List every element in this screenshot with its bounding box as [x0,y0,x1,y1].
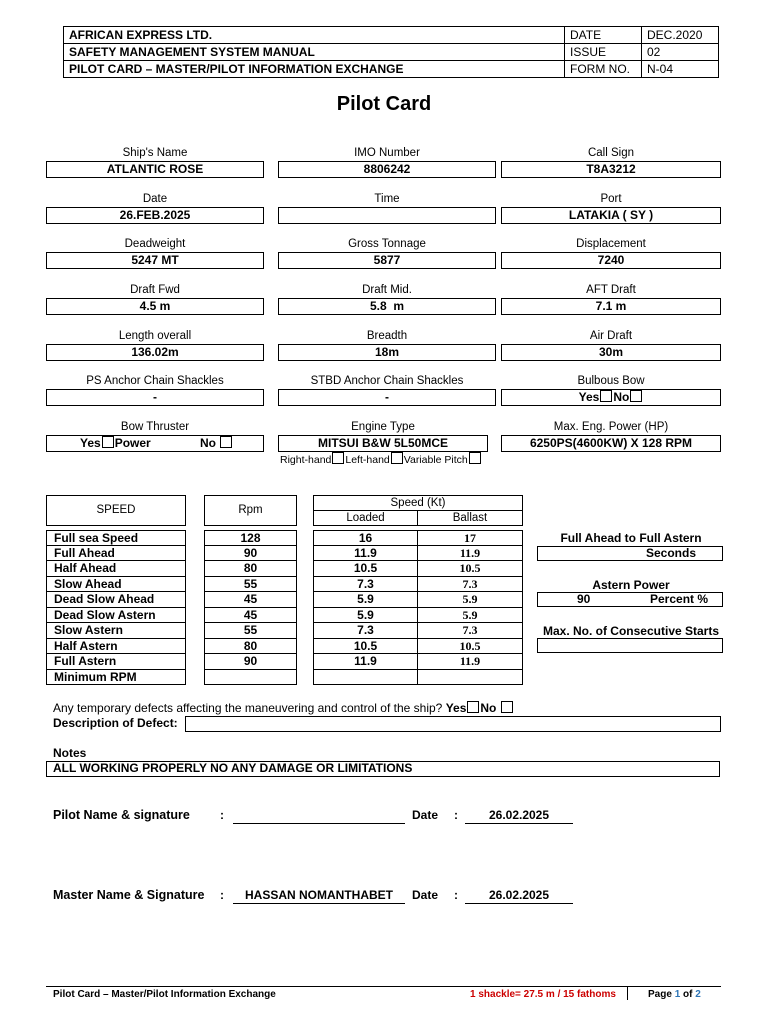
draft-fwd-field[interactable]: 4.5 m [46,298,264,315]
displacement-label: Displacement [576,238,646,250]
loaded-speed-cell[interactable]: 16 [313,530,418,546]
defect-description-label: Description of Defect: [53,716,178,730]
yes-option-label: Yes [445,701,467,715]
defects-question-row [53,701,514,715]
consecutive-starts-label: Max. No. of Consecutive Starts [542,624,720,638]
master-date-field[interactable]: 26.02.2025 [465,888,573,904]
aft-draft-label: AFT Draft [586,284,636,296]
master-name-field[interactable]: HASSAN NOMANTHABET [233,888,405,904]
header-row [64,61,719,78]
left-hand-label: Left-hand [345,454,390,466]
imo-label: IMO Number [354,147,420,159]
draft-mid-label: Draft Mid. [362,284,412,296]
left-hand-checkbox[interactable] [391,452,403,464]
bulbous-bow-field [501,389,721,406]
loaded-speed-cell[interactable]: 7.3 [313,623,418,639]
page-title: Pilot Card [336,93,432,115]
defects-question: Any temporary defects affecting the maneuvering and control of the ship? [53,701,443,715]
speed-name-column [46,530,186,685]
loaded-speed-cell[interactable]: 10.5 [313,639,418,655]
aft-draft-field[interactable]: 7.1 m [501,298,721,315]
imo-field[interactable]: 8806242 [278,161,496,178]
rpm-cell[interactable]: 80 [204,639,297,655]
ballast-header: Ballast [417,510,523,526]
gross-tonnage-field[interactable]: 5877 [278,252,496,269]
rpm-cell[interactable]: 128 [204,530,297,546]
stbd-anchor-field[interactable]: - [278,389,496,406]
header-value: 02 [642,44,719,61]
ballast-speed-cell[interactable] [417,670,523,686]
header-key: ISSUE [565,44,642,61]
pilot-date-label: Date [412,808,439,822]
breadth-label: Breadth [366,330,408,342]
manual-name: SAFETY MANAGEMENT SYSTEM MANUAL [64,44,565,61]
draft-mid-field[interactable]: 5.8 m [278,298,496,315]
loaded-speed-cell[interactable]: 11.9 [313,654,418,670]
call-sign-field[interactable]: T8A3212 [501,161,721,178]
bow-yes-group [80,436,151,451]
deadweight-field[interactable]: 5247 MT [46,252,264,269]
pitch-options [280,452,482,466]
draft-fwd-label: Draft Fwd [130,284,180,296]
speed-name-cell: Slow Astern [46,623,186,639]
speed-header: SPEED [46,495,186,526]
max-power-label: Max. Eng. Power (HP) [553,421,669,433]
ps-anchor-field[interactable]: - [46,389,264,406]
header-value: DEC.2020 [642,27,719,44]
colon: : [220,808,224,822]
rpm-cell[interactable]: 45 [204,592,297,608]
rpm-cell[interactable]: 45 [204,608,297,624]
colon: : [454,808,458,822]
header-row [64,44,719,61]
speed-kt-header: Speed (Kt) [313,495,523,511]
footer-divider [46,986,721,987]
no-option-label: No [200,436,216,450]
notes-label: Notes [53,746,87,760]
ballast-speed-cell[interactable]: 10.5 [417,639,523,655]
ballast-speed-cell[interactable]: 7.3 [417,623,523,639]
colon: : [220,888,224,902]
max-power-field[interactable]: 6250PS(4600KW) X 128 RPM [501,435,721,452]
form-name: PILOT CARD – MASTER/PILOT INFORMATION EXCHANGE [64,61,565,78]
no-checkbox[interactable] [220,436,232,448]
rpm-column [204,530,297,685]
port-label: Port [600,193,622,205]
gross-tonnage-label: Gross Tonnage [348,238,426,250]
ballast-column [417,530,523,685]
ballast-speed-cell[interactable]: 5.9 [417,592,523,608]
header-key: FORM NO. [565,61,642,78]
date-label: Date [142,193,168,205]
rpm-header: Rpm [204,495,297,526]
rpm-cell[interactable]: 80 [204,561,297,577]
ahead-astern-field[interactable] [537,546,723,561]
yes-checkbox[interactable] [600,390,612,402]
bow-no-group [200,436,233,451]
speed-name-cell: Slow Ahead [46,577,186,593]
yes-checkbox[interactable] [102,436,114,448]
pilot-name-label: Pilot Name & signature [53,808,190,822]
ballast-speed-cell[interactable]: 7.3 [417,577,523,593]
astern-power-value: 90 [577,592,591,606]
speed-name-cell: Full Astern [46,654,186,670]
ballast-speed-cell[interactable]: 5.9 [417,608,523,624]
power-label: Power [114,436,151,450]
engine-type-label: Engine Type [351,421,415,433]
no-checkbox[interactable] [630,390,642,402]
master-date-label: Date [412,888,439,902]
company-name: AFRICAN EXPRESS LTD. [64,27,565,44]
date-field[interactable]: 26.FEB.2025 [46,207,264,224]
loa-field[interactable]: 136.02m [46,344,264,361]
loaded-column [313,530,418,685]
defect-description-field[interactable] [185,716,721,732]
notes-field[interactable]: ALL WORKING PROPERLY NO ANY DAMAGE OR LIMITATIONS [46,761,720,777]
rpm-cell[interactable] [204,670,297,686]
defect-no-checkbox[interactable] [501,701,513,713]
breadth-field[interactable]: 18m [278,344,496,361]
seconds-unit: Seconds [645,546,696,560]
deadweight-label: Deadweight [124,238,186,250]
header-value: N-04 [642,61,719,78]
time-field[interactable] [278,207,496,224]
stbd-anchor-label: STBD Anchor Chain Shackles [310,375,464,387]
loaded-speed-cell[interactable]: 5.9 [313,592,418,608]
call-sign-label: Call Sign [587,147,635,159]
ballast-speed-cell[interactable]: 10.5 [417,561,523,577]
time-label: Time [374,193,400,205]
ship-name-field[interactable]: ATLANTIC ROSE [46,161,264,178]
variable-pitch-label: Variable Pitch [403,454,468,466]
astern-power-label: Astern Power [592,578,670,592]
speed-name-cell: Dead Slow Astern [46,608,186,624]
rpm-cell[interactable]: 90 [204,654,297,670]
speed-name-cell: Full sea Speed [46,530,186,546]
loaded-speed-cell[interactable]: 7.3 [313,577,418,593]
loaded-header: Loaded [313,510,418,526]
displacement-field[interactable]: 7240 [501,252,721,269]
rpm-cell[interactable]: 55 [204,577,297,593]
footer-separator [627,987,628,1000]
shackle-note: 1 shackle= 27.5 m / 15 fathoms [470,989,616,1000]
header-key: DATE [565,27,642,44]
ballast-speed-cell[interactable]: 17 [417,530,523,546]
ps-anchor-label: PS Anchor Chain Shackles [86,375,224,387]
variable-pitch-checkbox[interactable] [469,452,481,464]
loaded-speed-cell[interactable] [313,670,418,686]
air-draft-label: Air Draft [589,330,633,342]
speed-name-cell: Minimum RPM [46,670,186,686]
loaded-speed-cell[interactable]: 11.9 [313,546,418,562]
page-indicator [648,989,701,1000]
page-total: 2 [695,989,701,1000]
ballast-speed-cell[interactable]: 11.9 [417,654,523,670]
rpm-cell[interactable]: 90 [204,546,297,562]
pilot-date-field[interactable]: 26.02.2025 [465,808,573,824]
rpm-cell[interactable]: 55 [204,623,297,639]
page-word: Page [648,989,672,1000]
ahead-astern-label: Full Ahead to Full Astern [560,531,702,545]
engine-type-field[interactable]: MITSUI B&W 5L50MCE [278,435,488,452]
consecutive-starts-field[interactable] [537,638,723,653]
ballast-speed-cell[interactable]: 11.9 [417,546,523,562]
loaded-speed-cell[interactable]: 5.9 [313,608,418,624]
page-number: 1 [674,989,681,1000]
yes-option-label: Yes [578,390,600,404]
no-option-label: No [613,390,630,404]
right-hand-checkbox[interactable] [332,452,344,464]
loaded-speed-cell[interactable]: 10.5 [313,561,418,577]
ship-name-label: Ship's Name [122,147,188,159]
speed-name-cell: Half Ahead [46,561,186,577]
master-name-label: Master Name & Signature [53,888,205,902]
bow-thruster-label: Bow Thruster [120,421,190,433]
defect-yes-checkbox[interactable] [467,701,479,713]
pilot-name-field[interactable] [233,808,405,824]
speed-name-cell: Half Astern [46,639,186,655]
yes-option-label: Yes [80,436,101,450]
port-field[interactable]: LATAKIA ( SY ) [501,207,721,224]
right-hand-label: Right-hand [280,454,332,466]
no-option-label: No [480,701,497,715]
astern-power-field[interactable] [537,592,723,607]
air-draft-field[interactable]: 30m [501,344,721,361]
document-header [63,26,719,78]
speed-name-cell: Full Ahead [46,546,186,562]
bulbous-bow-label: Bulbous Bow [577,375,645,387]
loa-label: Length overall [118,330,192,342]
percent-unit: Percent % [650,592,709,606]
colon: : [454,888,458,902]
footer-title: Pilot Card – Master/Pilot Information Exchange [53,989,276,1000]
speed-name-cell: Dead Slow Ahead [46,592,186,608]
header-row [64,27,719,44]
of-word: of [683,989,693,1000]
bow-thruster-field [46,435,264,452]
